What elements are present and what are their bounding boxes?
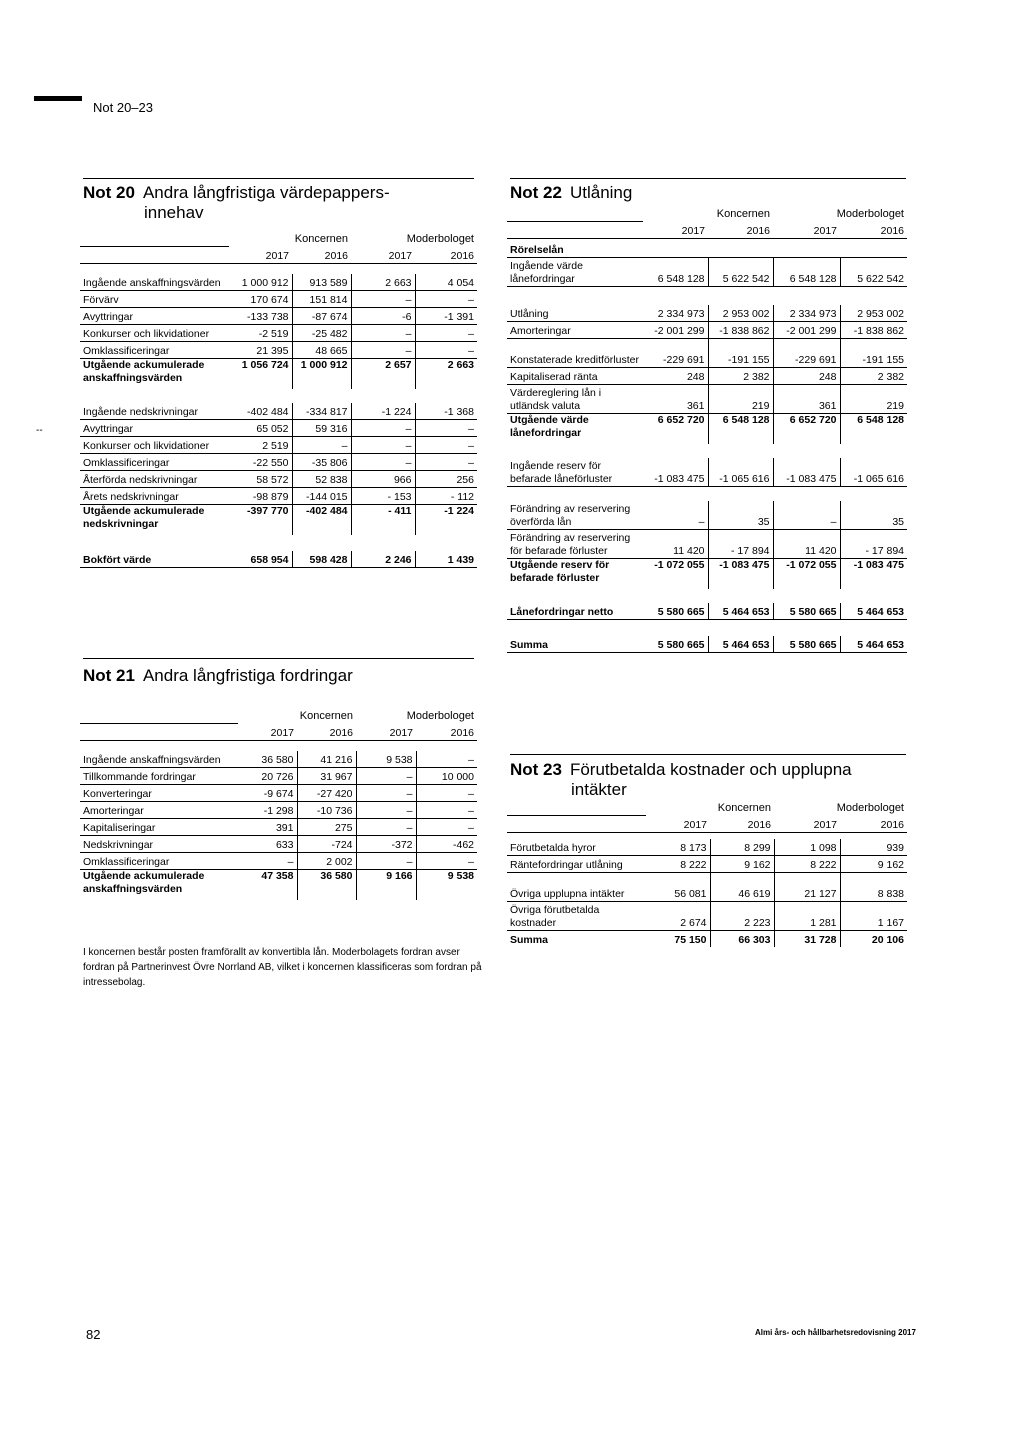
row-label: Omklassificeringar [80, 341, 229, 358]
cell: 21 395 [229, 341, 292, 358]
not20-year: 2016 [415, 246, 477, 263]
cell: 2 382 [840, 367, 907, 384]
cell: – [416, 801, 477, 818]
cell: -191 155 [840, 338, 907, 367]
cell: 2 674 [646, 901, 710, 930]
not22-year: 2017 [773, 221, 840, 238]
cell: 75 150 [674, 933, 707, 946]
cell: -144 015 [292, 487, 351, 504]
cell: - 17 894 [708, 529, 773, 558]
not23-number: Not 23 [510, 760, 562, 779]
not20-year: 2017 [351, 246, 415, 263]
not21-number: Not 21 [83, 666, 135, 685]
cell: 2 519 [229, 436, 292, 453]
row-label: Nedskrivningar [80, 835, 238, 852]
cell: -6 [351, 307, 415, 324]
cell: 20 106 [840, 930, 907, 947]
cell: 1 056 724 [241, 358, 289, 371]
cell: 256 [415, 470, 477, 487]
row-label: Ingående nedskrivningar [80, 403, 229, 420]
not23-title-line1: Förutbetalda kostnader och upplupna [569, 760, 852, 779]
cell: -724 [297, 835, 356, 852]
cell: 2 953 002 [708, 305, 773, 322]
cell: 9 538 [356, 751, 416, 768]
cell: 31 728 [774, 930, 840, 947]
not21-title [83, 666, 353, 686]
cell: – [351, 453, 415, 470]
cell: 31 967 [297, 767, 356, 784]
cell: 48 665 [292, 341, 351, 358]
not22-group-moderbolaget: Moderbologet [836, 208, 904, 220]
cell: 41 216 [297, 751, 356, 768]
cell: -397 770 [247, 504, 289, 517]
cell: 4 054 [415, 274, 477, 291]
cell: – [351, 419, 415, 436]
cell: 5 580 665 [643, 603, 708, 620]
row-label: Summa [507, 636, 643, 653]
not20-title-line1: Andra långfristiga värdepappers- [142, 183, 390, 202]
not23-year: 2016 [710, 815, 774, 832]
cell: -10 736 [297, 801, 356, 818]
cell: 6 548 128 [708, 413, 773, 444]
cell: -2 001 299 [643, 321, 708, 338]
not21-table [80, 710, 477, 900]
cell: 52 838 [292, 470, 351, 487]
cell: – [416, 751, 477, 768]
cell: – [415, 341, 477, 358]
cell: 170 674 [229, 290, 292, 307]
cell: 56 081 [646, 872, 710, 901]
cell: 47 358 [261, 869, 294, 882]
cell: 1 098 [774, 839, 840, 856]
cell: 6 652 720 [657, 413, 705, 426]
cell: 11 420 [773, 529, 840, 558]
not23-year: 2017 [774, 815, 840, 832]
cell: 8 299 [710, 839, 774, 856]
cell: 2 334 973 [643, 305, 708, 322]
not22-title-line1: Utlåning [569, 183, 633, 202]
cell: 966 [351, 470, 415, 487]
cell: 219 [708, 384, 773, 413]
row-label: Förutbetalda hyror [507, 839, 646, 856]
cell: 248 [773, 367, 840, 384]
cell: -35 806 [292, 453, 351, 470]
row-label: Övriga förutbetalda kostnader [507, 901, 646, 930]
cell: 5 580 665 [773, 636, 840, 653]
row-label: Avyttringar [80, 307, 229, 324]
cell: -1 298 [238, 801, 297, 818]
cell: 6 548 128 [773, 257, 840, 286]
row-label: Årets nedskrivningar [80, 487, 229, 504]
cell: 10 000 [416, 767, 477, 784]
not21-footnote: I koncernen består posten framförallt av konvertibla lån. Moderbolagets fordran avser fordran på Partnerinvest Övre Norrland AB, vilket i koncernen klassificeras som fordran på intressebolag. [83, 947, 482, 988]
not22-title [510, 183, 632, 203]
cell: -1 083 475 [773, 458, 840, 487]
cell: 219 [840, 384, 907, 413]
cell: -1 838 862 [708, 321, 773, 338]
cell: -1 065 616 [708, 458, 773, 487]
cell: 248 [643, 367, 708, 384]
cell: 1 281 [774, 901, 840, 930]
cell: -9 674 [238, 784, 297, 801]
cell: 5 464 653 [840, 603, 907, 620]
cell: 9 538 [416, 869, 477, 900]
cell: 36 580 [238, 751, 297, 768]
row-label: Ingående anskaffningsvärden [80, 751, 238, 768]
cell: 939 [840, 839, 907, 856]
cell: 391 [238, 818, 297, 835]
cell: 361 [773, 384, 840, 413]
cell: -1 083 475 [643, 458, 708, 487]
cell: -1 838 862 [840, 321, 907, 338]
cell: -2 001 299 [773, 321, 840, 338]
cell: – [416, 852, 477, 869]
cell: 2 223 [710, 901, 774, 930]
cell: 2 657 [351, 358, 415, 389]
cell: 361 [643, 384, 708, 413]
cell: -25 482 [292, 324, 351, 341]
cell: – [356, 767, 416, 784]
not23-year: 2017 [646, 815, 710, 832]
cell: -27 420 [297, 784, 356, 801]
cell: -229 691 [773, 338, 840, 367]
header-bar [34, 96, 82, 101]
row-label: Utgående värde lånefordringar [510, 413, 589, 439]
cell: 5 464 653 [708, 603, 773, 620]
cell: 6 548 128 [643, 257, 708, 286]
cell: 2 246 [351, 551, 415, 568]
cell: -1 224 [351, 403, 415, 420]
row-label: Avyttringar [80, 419, 229, 436]
cell: - 153 [351, 487, 415, 504]
cell: – [356, 801, 416, 818]
cell: 1 000 912 [229, 274, 292, 291]
cell: 35 [708, 501, 773, 530]
cell: -1 072 055 [773, 558, 840, 589]
cell: - 411 [351, 504, 415, 535]
cell: 5 580 665 [643, 636, 708, 653]
row-label: Ingående reserv för befarade låneförluster [507, 458, 643, 487]
row-label: Konkurser och likvidationer [80, 324, 229, 341]
row-label: Utgående ackumulerade anskaffningsvärden [83, 869, 205, 895]
cell: 5 580 665 [773, 603, 840, 620]
not20-group-moderbolaget: Moderbologet [406, 233, 474, 245]
row-label: Ingående anskaffningsvärden [80, 274, 229, 291]
cell: 658 954 [229, 551, 292, 568]
cell: 65 052 [229, 419, 292, 436]
row-label: Omklassificeringar [80, 453, 229, 470]
cell: 35 [840, 501, 907, 530]
cell: – [356, 852, 416, 869]
cell: -98 879 [229, 487, 292, 504]
page-number: 82 [86, 1327, 101, 1342]
cell: – [356, 784, 416, 801]
not22-rule [510, 178, 906, 179]
not21-group-moderbolaget: Moderbologet [406, 710, 474, 722]
cell: – [415, 453, 477, 470]
row-label: Utgående reserv för befarade förluster [510, 558, 610, 584]
cell: -1 072 055 [654, 558, 705, 571]
row-label: Utgående ackumulerade nedskrivningar [83, 504, 205, 530]
cell: 8 222 [774, 855, 840, 872]
cell: – [415, 436, 477, 453]
cell: 36 580 [297, 869, 356, 900]
row-label: Amorteringar [507, 321, 643, 338]
cell: -334 817 [292, 403, 351, 420]
cell: 1 167 [840, 901, 907, 930]
cell: 151 814 [292, 290, 351, 307]
row-label: Förvärv [80, 290, 229, 307]
row-label: Ingående värde lånefordringar [507, 257, 643, 286]
row-label: Återförda nedskrivningar [80, 470, 229, 487]
not20-title-line2: innehav [144, 203, 204, 222]
not23-group-moderbolaget: Moderbologet [836, 802, 904, 814]
not22-year: 2017 [643, 221, 708, 238]
cell: – [351, 341, 415, 358]
report-title: Almi års- och hållbarhetsredovisning 2017 [755, 1328, 916, 1337]
cell: -462 [416, 835, 477, 852]
cell: – [415, 324, 477, 341]
cell: 5 622 542 [840, 257, 907, 286]
cell: 9 162 [840, 855, 907, 872]
cell: 913 589 [292, 274, 351, 291]
cell: – [238, 852, 297, 869]
not20-table [80, 233, 477, 568]
row-label: Omklassificeringar [80, 852, 238, 869]
cell: 2 663 [351, 274, 415, 291]
cell: 598 428 [292, 551, 351, 568]
cell: 8 838 [840, 872, 907, 901]
row-label: Lånefordringar netto [507, 603, 643, 620]
cell: 2 953 002 [840, 305, 907, 322]
cell: 8 222 [646, 855, 710, 872]
cell: -1 368 [415, 403, 477, 420]
cell: – [416, 818, 477, 835]
row-label: Summa [510, 933, 548, 946]
not21-year: 2016 [416, 723, 477, 740]
cell: 21 127 [774, 872, 840, 901]
cell: – [292, 436, 351, 453]
cell: -1 224 [415, 504, 477, 535]
cell: 59 316 [292, 419, 351, 436]
not22-section-label: Rörelselån [507, 238, 907, 257]
row-label: Konverteringar [80, 784, 238, 801]
row-label: Förändring av reservering överförda lån [507, 501, 643, 530]
not23-table [507, 802, 907, 947]
cell: 275 [297, 818, 356, 835]
cell: 6 548 128 [840, 413, 907, 444]
cell: 20 726 [238, 767, 297, 784]
not23-year: 2016 [840, 815, 907, 832]
not22-year: 2016 [708, 221, 773, 238]
row-label: Räntefordringar utlåning [507, 855, 646, 872]
not20-group-koncernen: Koncernen [294, 233, 348, 245]
cell: -402 484 [229, 403, 292, 420]
cell: 11 420 [643, 529, 708, 558]
not23-title [510, 760, 852, 800]
not21-year: 2017 [238, 723, 297, 740]
not22-year: 2016 [840, 221, 907, 238]
row-label: Amorteringar [80, 801, 238, 818]
cell: 46 619 [710, 872, 774, 901]
not20-title [83, 183, 390, 223]
cell: 58 572 [229, 470, 292, 487]
cell: -133 738 [229, 307, 292, 324]
row-label: Konstaterade kreditförluster [507, 338, 643, 367]
row-label: Tillkommande fordringar [80, 767, 238, 784]
cell: 6 652 720 [773, 413, 840, 444]
cell: 1 000 912 [292, 358, 351, 389]
cell: 2 382 [708, 367, 773, 384]
cell: -229 691 [643, 338, 708, 367]
not23-group-koncernen: Koncernen [717, 802, 771, 814]
cell: 2 002 [297, 852, 356, 869]
cell: 9 162 [710, 855, 774, 872]
cell: 5 464 653 [708, 636, 773, 653]
cell: – [351, 290, 415, 307]
cell: 2 663 [415, 358, 477, 389]
cell: -87 674 [292, 307, 351, 324]
cell: – [416, 784, 477, 801]
cell: 2 334 973 [773, 305, 840, 322]
cell: 9 166 [356, 869, 416, 900]
not22-number: Not 22 [510, 183, 562, 202]
row-label: Utgående ackumulerade anskaffningsvärden [83, 358, 205, 384]
not21-title-line1: Andra långfristiga fordringar [142, 666, 353, 685]
cell: -372 [356, 835, 416, 852]
row-label: Utlåning [507, 305, 643, 322]
cell: – [643, 501, 708, 530]
cell: - 17 894 [840, 529, 907, 558]
cell: -2 519 [229, 324, 292, 341]
row-label: Kapitaliseringar [80, 818, 238, 835]
row-label: Övriga upplupna intäkter [507, 872, 646, 901]
not22-table [507, 208, 907, 653]
cell: -191 155 [708, 338, 773, 367]
row-label: Förändring av reservering för befarade förluster [507, 529, 643, 558]
not23-rule [510, 754, 906, 755]
not20-rule [83, 178, 474, 179]
row-label: Kapitaliserad ränta [507, 367, 643, 384]
cell: – [773, 501, 840, 530]
cell: 633 [238, 835, 297, 852]
cell: – [351, 436, 415, 453]
not23-title-line2: intäkter [571, 780, 627, 799]
cell: 5 464 653 [840, 636, 907, 653]
cell: -1 083 475 [840, 558, 907, 589]
cell: – [415, 419, 477, 436]
not21-rule [83, 658, 474, 659]
cell: – [415, 290, 477, 307]
not20-year: 2016 [292, 246, 351, 263]
row-label: Konkurser och likvidationer [80, 436, 229, 453]
row-label: Bokfört värde [80, 551, 229, 568]
cell: -1 391 [415, 307, 477, 324]
header-note-range: Not 20–23 [93, 100, 153, 115]
cell: 5 622 542 [708, 257, 773, 286]
not20-year: 2017 [229, 246, 292, 263]
cell: -1 065 616 [840, 458, 907, 487]
not22-group-koncernen: Koncernen [716, 208, 770, 220]
cell: – [356, 818, 416, 835]
row-label: Värdereglering lån i utländsk valuta [507, 384, 643, 413]
cell: -402 484 [292, 504, 351, 535]
cell: - 112 [415, 487, 477, 504]
not21-group-koncernen: Koncernen [299, 710, 353, 722]
not21-year: 2016 [297, 723, 356, 740]
cell: 66 303 [710, 930, 774, 947]
cell: – [351, 324, 415, 341]
cell: 1 439 [415, 551, 477, 568]
cell: -22 550 [229, 453, 292, 470]
side-mark: -- [36, 425, 43, 436]
cell: -1 083 475 [708, 558, 773, 589]
cell: 8 173 [646, 839, 710, 856]
not20-number: Not 20 [83, 183, 135, 202]
not21-year: 2017 [356, 723, 416, 740]
